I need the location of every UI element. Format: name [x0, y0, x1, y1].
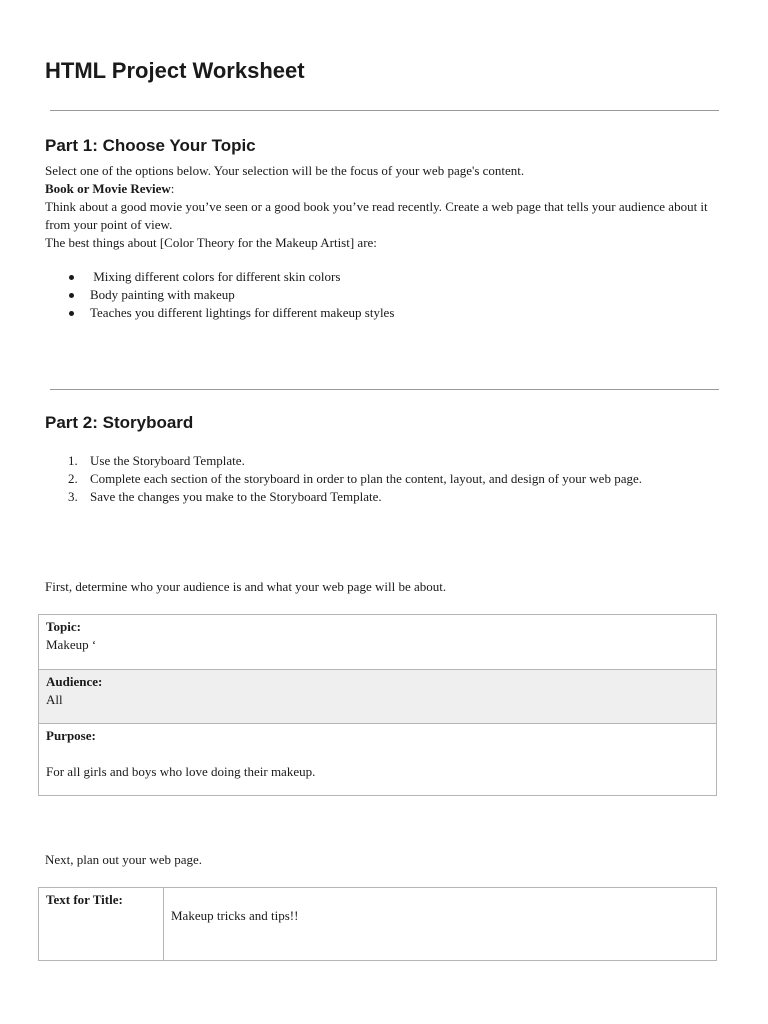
option-label: Book or Movie Review: [45, 181, 171, 196]
purpose-value: For all girls and boys who love doing their makeup.: [46, 764, 316, 779]
audience-value: All: [46, 692, 63, 707]
list-item: Teaches you different lightings for different makeup styles: [45, 304, 705, 322]
topic-value: Makeup ‘: [46, 637, 97, 652]
audience-cell[interactable]: [39, 670, 717, 724]
part1-intro: [45, 162, 715, 252]
option-colon: :: [170, 181, 175, 196]
topic-label: Topic:: [46, 619, 81, 634]
purpose-label: Purpose:: [46, 728, 96, 743]
title-value-cell[interactable]: [164, 888, 717, 961]
title-label-cell: [39, 888, 164, 961]
list-item: 1. Use the Storyboard Template.: [68, 453, 245, 468]
option-line: [45, 180, 715, 198]
plan-table: [38, 887, 717, 961]
audience-label: Audience:: [46, 674, 103, 689]
document-title: HTML Project Worksheet: [45, 58, 305, 83]
divider-middle: [50, 389, 719, 390]
list-item: 3. Save the changes you make to the Storyboard Template.: [68, 489, 382, 504]
part1-instruction: Select one of the options below. Your selection will be the focus of your web page's content.: [45, 163, 525, 178]
bullet-icon: [69, 275, 74, 280]
storyboard-steps: [45, 452, 705, 506]
topic-cell[interactable]: [39, 615, 717, 670]
divider-top: [50, 110, 719, 111]
table-row: [39, 724, 717, 796]
best-things-intro: The best things about [Color Theory for the Makeup Artist] are:: [45, 235, 377, 250]
list-item: Body painting with makeup: [45, 286, 705, 304]
best-things-list: [45, 268, 705, 322]
topic-table: [38, 614, 717, 796]
title-label: Text for Title:: [46, 892, 123, 907]
part1-heading: Part 1: Choose Your Topic: [45, 136, 256, 155]
part2-heading: Part 2: Storyboard: [45, 413, 194, 432]
purpose-cell[interactable]: [39, 724, 717, 796]
plan-intro: Next, plan out your web page.: [45, 852, 203, 867]
audience-intro: First, determine who your audience is and what your web page will be about.: [45, 579, 447, 594]
bullet-icon: [69, 293, 74, 298]
table-row: [39, 888, 717, 961]
list-item: 2. Complete each section of the storyboard in order to plan the content, layout, and design of your web page.: [68, 471, 642, 486]
title-value: Makeup tricks and tips!!: [171, 908, 299, 923]
table-row: [39, 615, 717, 670]
list-item: Mixing different colors for different skin colors: [45, 268, 705, 286]
table-row: [39, 670, 717, 724]
option-description: Think about a good movie you’ve seen or a good book you’ve read recently. Create a web page that tells your audience about it from your point of view.: [45, 199, 708, 232]
bullet-icon: [69, 311, 74, 316]
